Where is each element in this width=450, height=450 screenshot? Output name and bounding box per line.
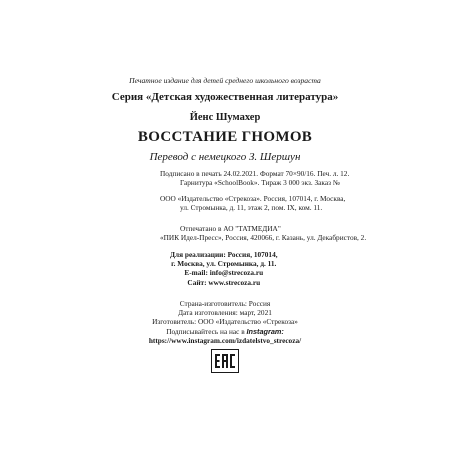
social-subscribe (0, 327, 450, 345)
series-title: Серия «Детская художественная литература» (111, 91, 339, 103)
book-title: ВОССТАНИЕ ГНОМОВ (137, 129, 313, 145)
sales-website: Сайт: www.strecoza.ru (187, 277, 261, 287)
publisher-address-line: ул. Стромынка, д. 11, этаж 2, пом. IX, ком. 11. (180, 203, 323, 213)
instagram-wordmark: Instagram: (246, 327, 284, 336)
manufacture-info (0, 299, 450, 327)
sales-contact-line: Для реализации: Россия, 107014, (170, 250, 278, 259)
print-details-line: Подписано в печать 24.02.2021. Формат 70×90/16. Печ. л. 12. (160, 169, 350, 178)
publisher-address-line: ООО «Издательство «Стрекоза». Россия, 107014, г. Москва, (160, 194, 346, 203)
manufacture-date: Дата изготовления: март, 2021 (178, 308, 272, 318)
sales-contact-line: г. Москва, ул. Стромынка, д. 11. (171, 259, 277, 269)
print-details (160, 169, 349, 187)
social-prefix: Подписывайтесь на нас в (166, 327, 245, 336)
publisher-address (160, 194, 345, 212)
instagram-url: https://www.instagram.com/izdatelstvo_strecoza/ (148, 336, 302, 346)
print-details-line: Гарнитура «SchoolBook». Тираж 3 000 экз. Заказ № (180, 178, 340, 188)
printer-info (160, 224, 366, 242)
sales-contact (170, 250, 278, 287)
manufacture-maker: Изготовитель: ООО «Издательство «Стрекоза» (152, 317, 298, 327)
author-name: Йенс Шумахер (189, 112, 261, 123)
eac-mark-icon (211, 349, 239, 373)
translator-credit: Перевод с немецкого З. Шершун (149, 151, 301, 163)
manufacture-country: Страна-изготовитель: Россия (179, 299, 271, 308)
printer-info-line: «ПИК Идел-Пресс», Россия, 420066, г. Казань, ул. Декабристов, 2. (160, 233, 367, 243)
sales-email: E-mail: info@strecoza.ru (184, 268, 264, 278)
audience-note: Печатное издание для детей среднего школьного возраста (129, 76, 321, 85)
printer-info-line: Отпечатано в АО "ТАТМЕДИА" (180, 224, 281, 233)
social-subscribe-line (0, 327, 450, 336)
